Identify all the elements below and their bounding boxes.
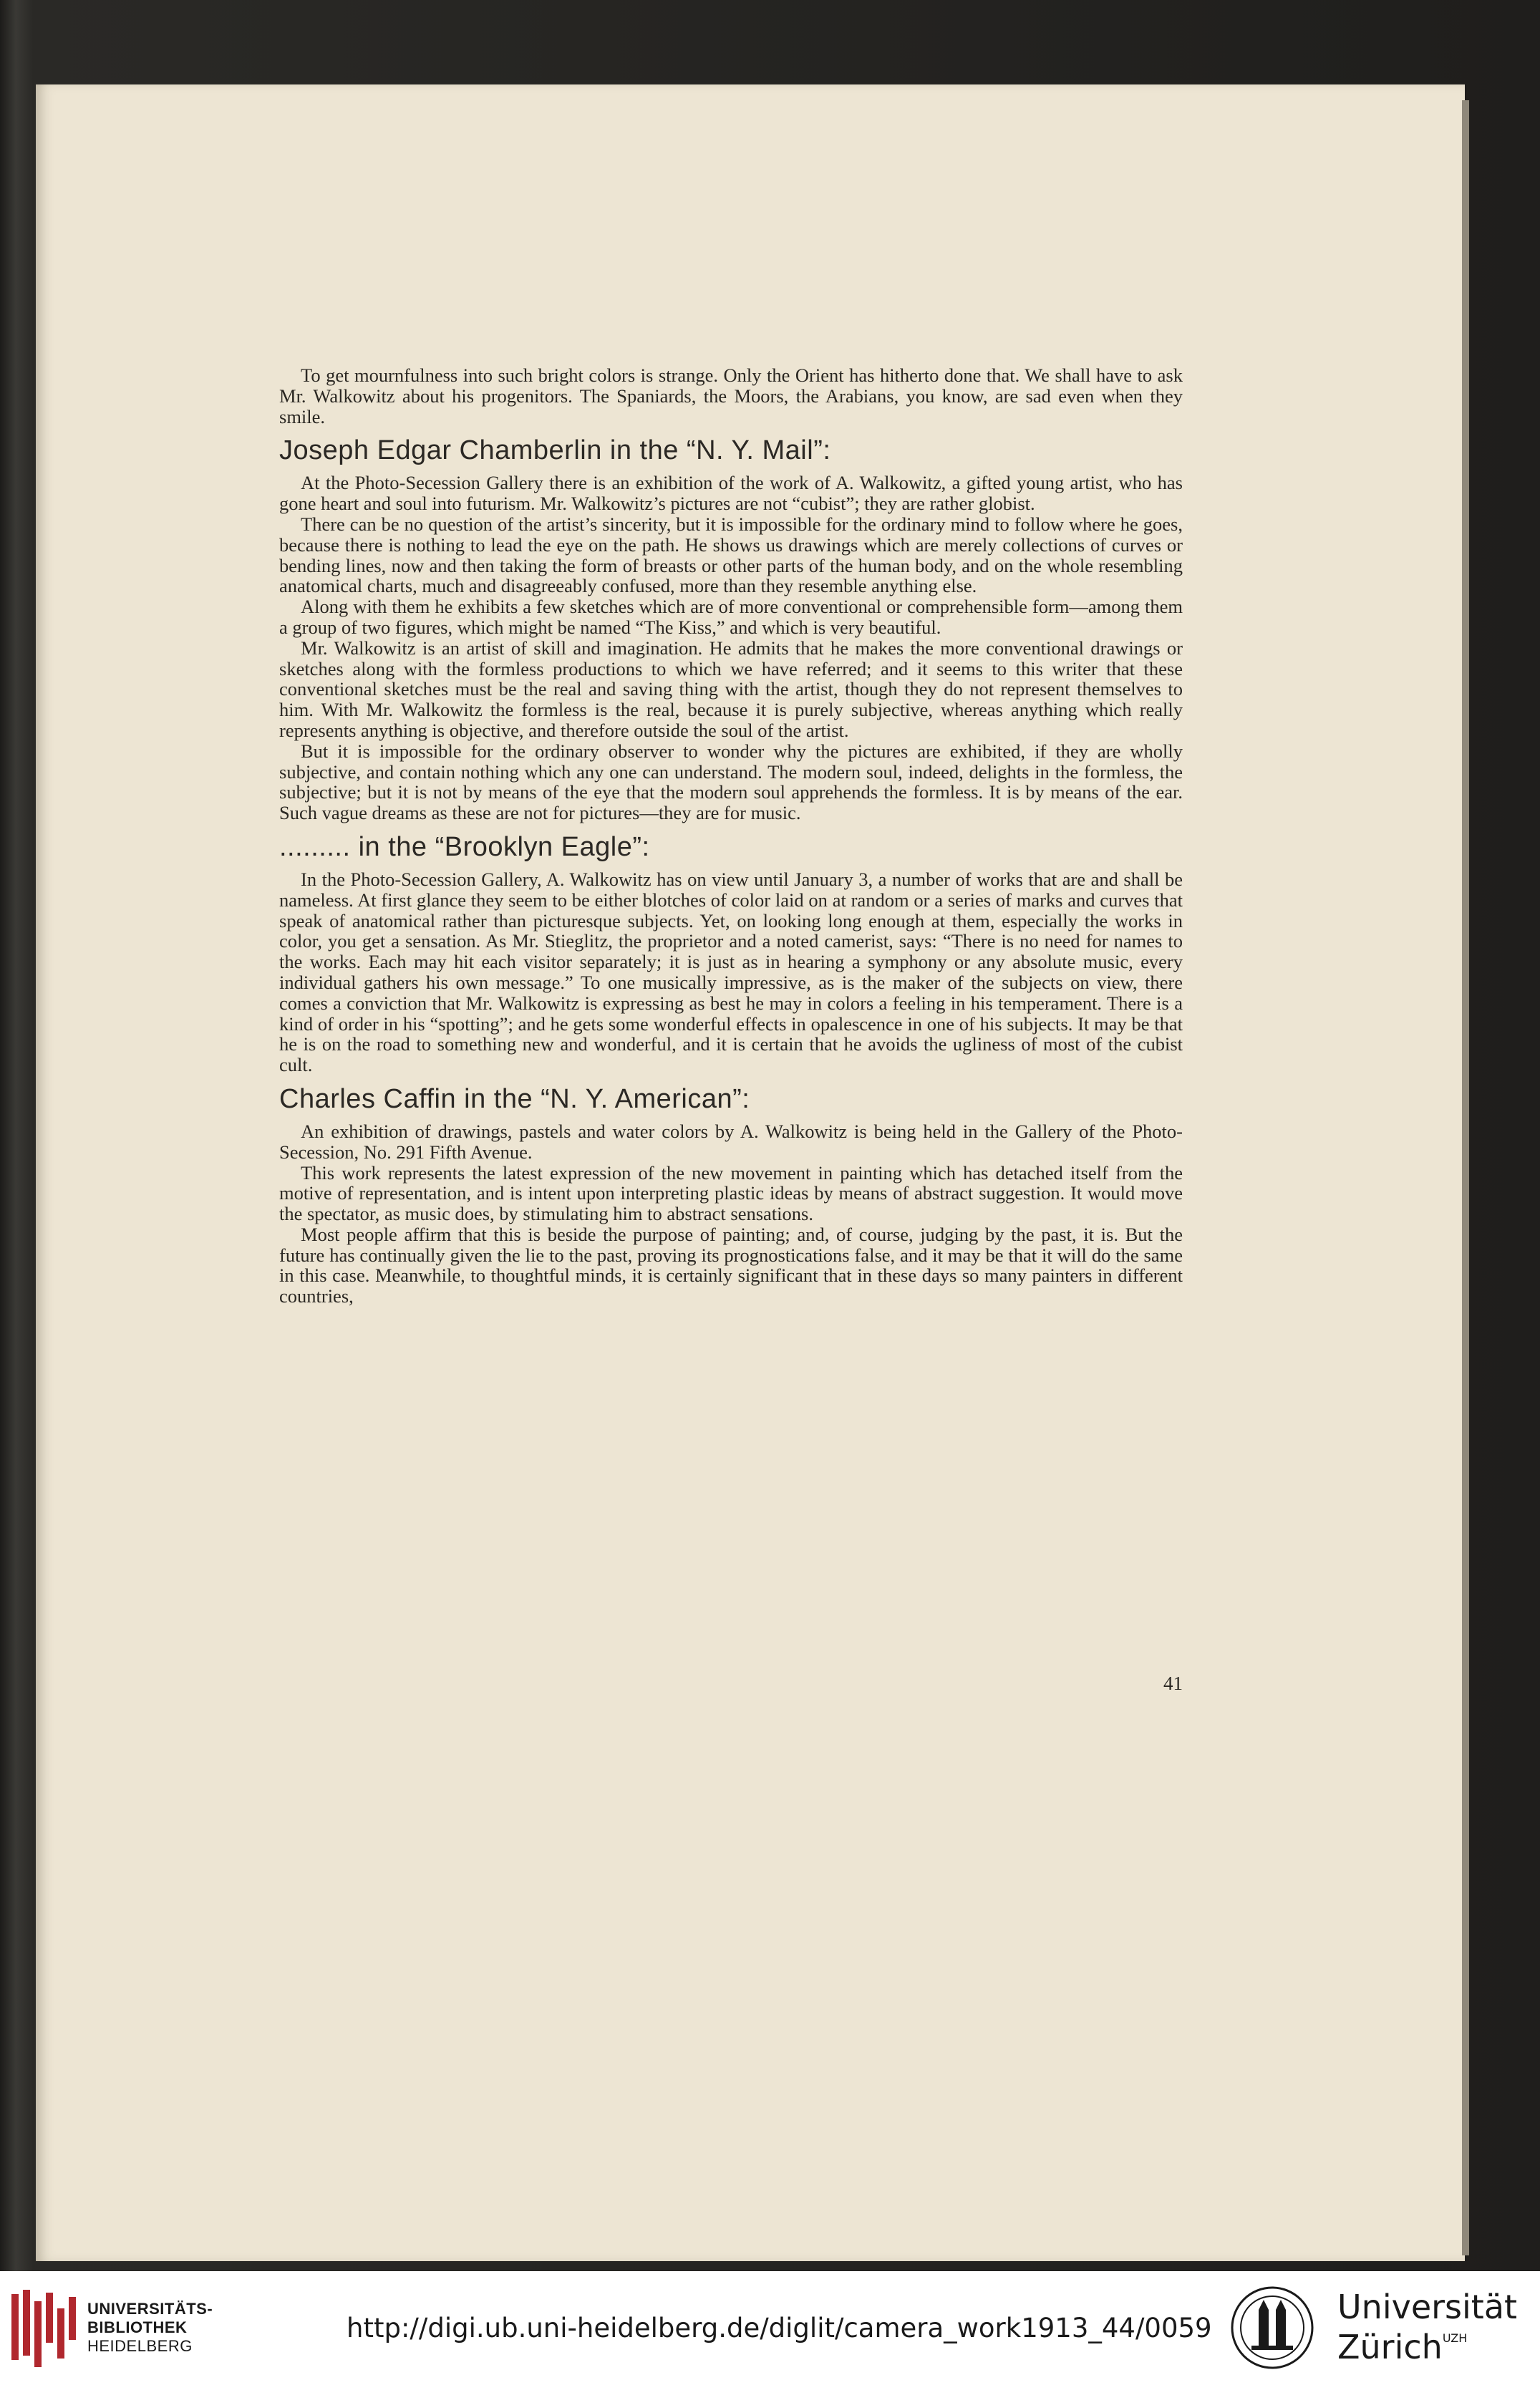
uzh-tag: UZH xyxy=(1442,2331,1468,2345)
ub-line: UNIVERSITÄTS- xyxy=(87,2300,213,2318)
ub-line: BIBLIOTHEK xyxy=(87,2318,188,2336)
article-text xyxy=(279,365,1183,1307)
paragraph: Along with them he exhibits a few sketches which are of more conventional or comprehensible form—among them a group of two figures, which might be named “The Kiss,” and which is very beautiful. xyxy=(279,596,1183,638)
uzh-seal-icon[interactable] xyxy=(1230,2285,1314,2370)
book-page xyxy=(36,84,1465,2261)
ub-heidelberg-logo-icon[interactable] xyxy=(10,2290,79,2367)
ub-line: HEIDELBERG xyxy=(87,2337,193,2355)
paragraph: Most people affirm that this is beside the purpose of painting; and, of course, judging by the past, it is. But the future has continually given the lie to the past, proving its prognostications false, and it may be that it will do the same in this case. Meanwhile, to thoughtful minds, it is certainly significant that in these days so many painters in different countries, xyxy=(279,1223,1183,1307)
paragraph: An exhibition of drawings, pastels and water colors by A. Walkowitz is being held in the Gallery of the Photo-Secession, No. 291 Fifth Avenue. xyxy=(279,1120,1183,1163)
permalink-url[interactable]: http://digi.ub.uni-heidelberg.de/diglit/camera_work1913_44/0059 xyxy=(347,2313,1212,2343)
paragraph: In the Photo-Secession Gallery, A. Walkowitz has on view until January 3, a number of works that are and shall be nameless. At first glance they seem to be either blotches of color laid on at random or a series of marks and curves that speak of anatomical rather than picturesque subjects. Yet, on looking long enough at them, especially the works in color, you get a sensation. As Mr. Stieglitz, the proprietor and a noted camerist, says: “There is no need for names to the works. Each may hit each visitor separately; it is just as in hearing a symphony or any absolute music, every individual gathers his own message.” To one musically impressive, as is the maker of the subjects on view, there comes a conviction that Mr. Walkowitz is expressing as best he may in colors a feeling in his temperament. There is a kind of order in his “spotting”; and he gets some wonderful effects in opalescence in one of his subjects. It may be that he is on the road to something new and wonderful, and it is certain that he avoids the ugliness of most of the cubist cult. xyxy=(279,868,1183,1076)
paragraph: Mr. Walkowitz is an artist of skill and imagination. He admits that he makes the more conventional drawings or sketches along with the formless productions to which we have referred; and it seems to this writer that these conventional sketches must be the real and saving thing with the artist, though they do not represent themselves to him. With Mr. Walkowitz the formless is the real, because it is purely subjective, whereas anything which really represents anything is objective, and therefore outside the soul of the artist. xyxy=(279,637,1183,741)
paragraph: This work represents the latest expression of the new movement in painting which has detached itself from the motive of representation, and is intent upon interpreting plastic ideas by means of abstract suggestion. It would move the spectator, as music does, by stimulating him to abstract sensations. xyxy=(279,1161,1183,1225)
section-heading-american: Charles Caffin in the “N. Y. American”: xyxy=(279,1083,750,1114)
section-heading-brooklyn-eagle: ......... in the “Brooklyn Eagle”: xyxy=(279,831,650,862)
paragraph: At the Photo-Secession Gallery there is an exhibition of the work of A. Walkowitz, a gifted young artist, who has gone heart and soul into futurism. Mr. Walkowitz’s pictures are not “cubist”; they are rather globist. xyxy=(279,472,1183,515)
ub-heidelberg-name xyxy=(87,2300,213,2356)
uzh-city: Zürich xyxy=(1337,2328,1443,2366)
paragraph: There can be no question of the artist’s sincerity, but it is impossible for the ordinary mind to follow where he goes, because there is nothing to lead the eye on the path. He shows us drawings which are merely collections of curves or bending lines, now and then taking the form of breasts or other parts of the human body, and on the whole resembling anatomical charts, much and disagreeably confused, more than they resemble anything else. xyxy=(279,513,1183,597)
viewer-footer xyxy=(0,2271,1540,2385)
paragraph: But it is impossible for the ordinary observer to wonder why the pictures are exhibited, if they are wholly subjective, and contain nothing which any one can understand. The modern soul, indeed, delights in the formless, the subjective; but it is not by means of the eye that the modern soul apprehends the formless. It is by means of the ear. Such vague dreams as these are not for pictures—they are for music. xyxy=(279,740,1183,824)
page-number: 41 xyxy=(1163,1673,1183,1694)
page-edge xyxy=(1462,100,1469,2255)
section-heading-mail: Joseph Edgar Chamberlin in the “N. Y. Mail”: xyxy=(279,435,831,466)
paragraph: To get mournfulness into such bright colors is strange. Only the Orient has hitherto done that. We shall have to ask Mr. Walkowitz about his progenitors. The Spaniards, the Moors, the Arabians, you know, are sad even when they smile. xyxy=(279,364,1183,427)
uzh-university: Universität xyxy=(1337,2288,1518,2326)
uzh-name xyxy=(1337,2287,1517,2367)
